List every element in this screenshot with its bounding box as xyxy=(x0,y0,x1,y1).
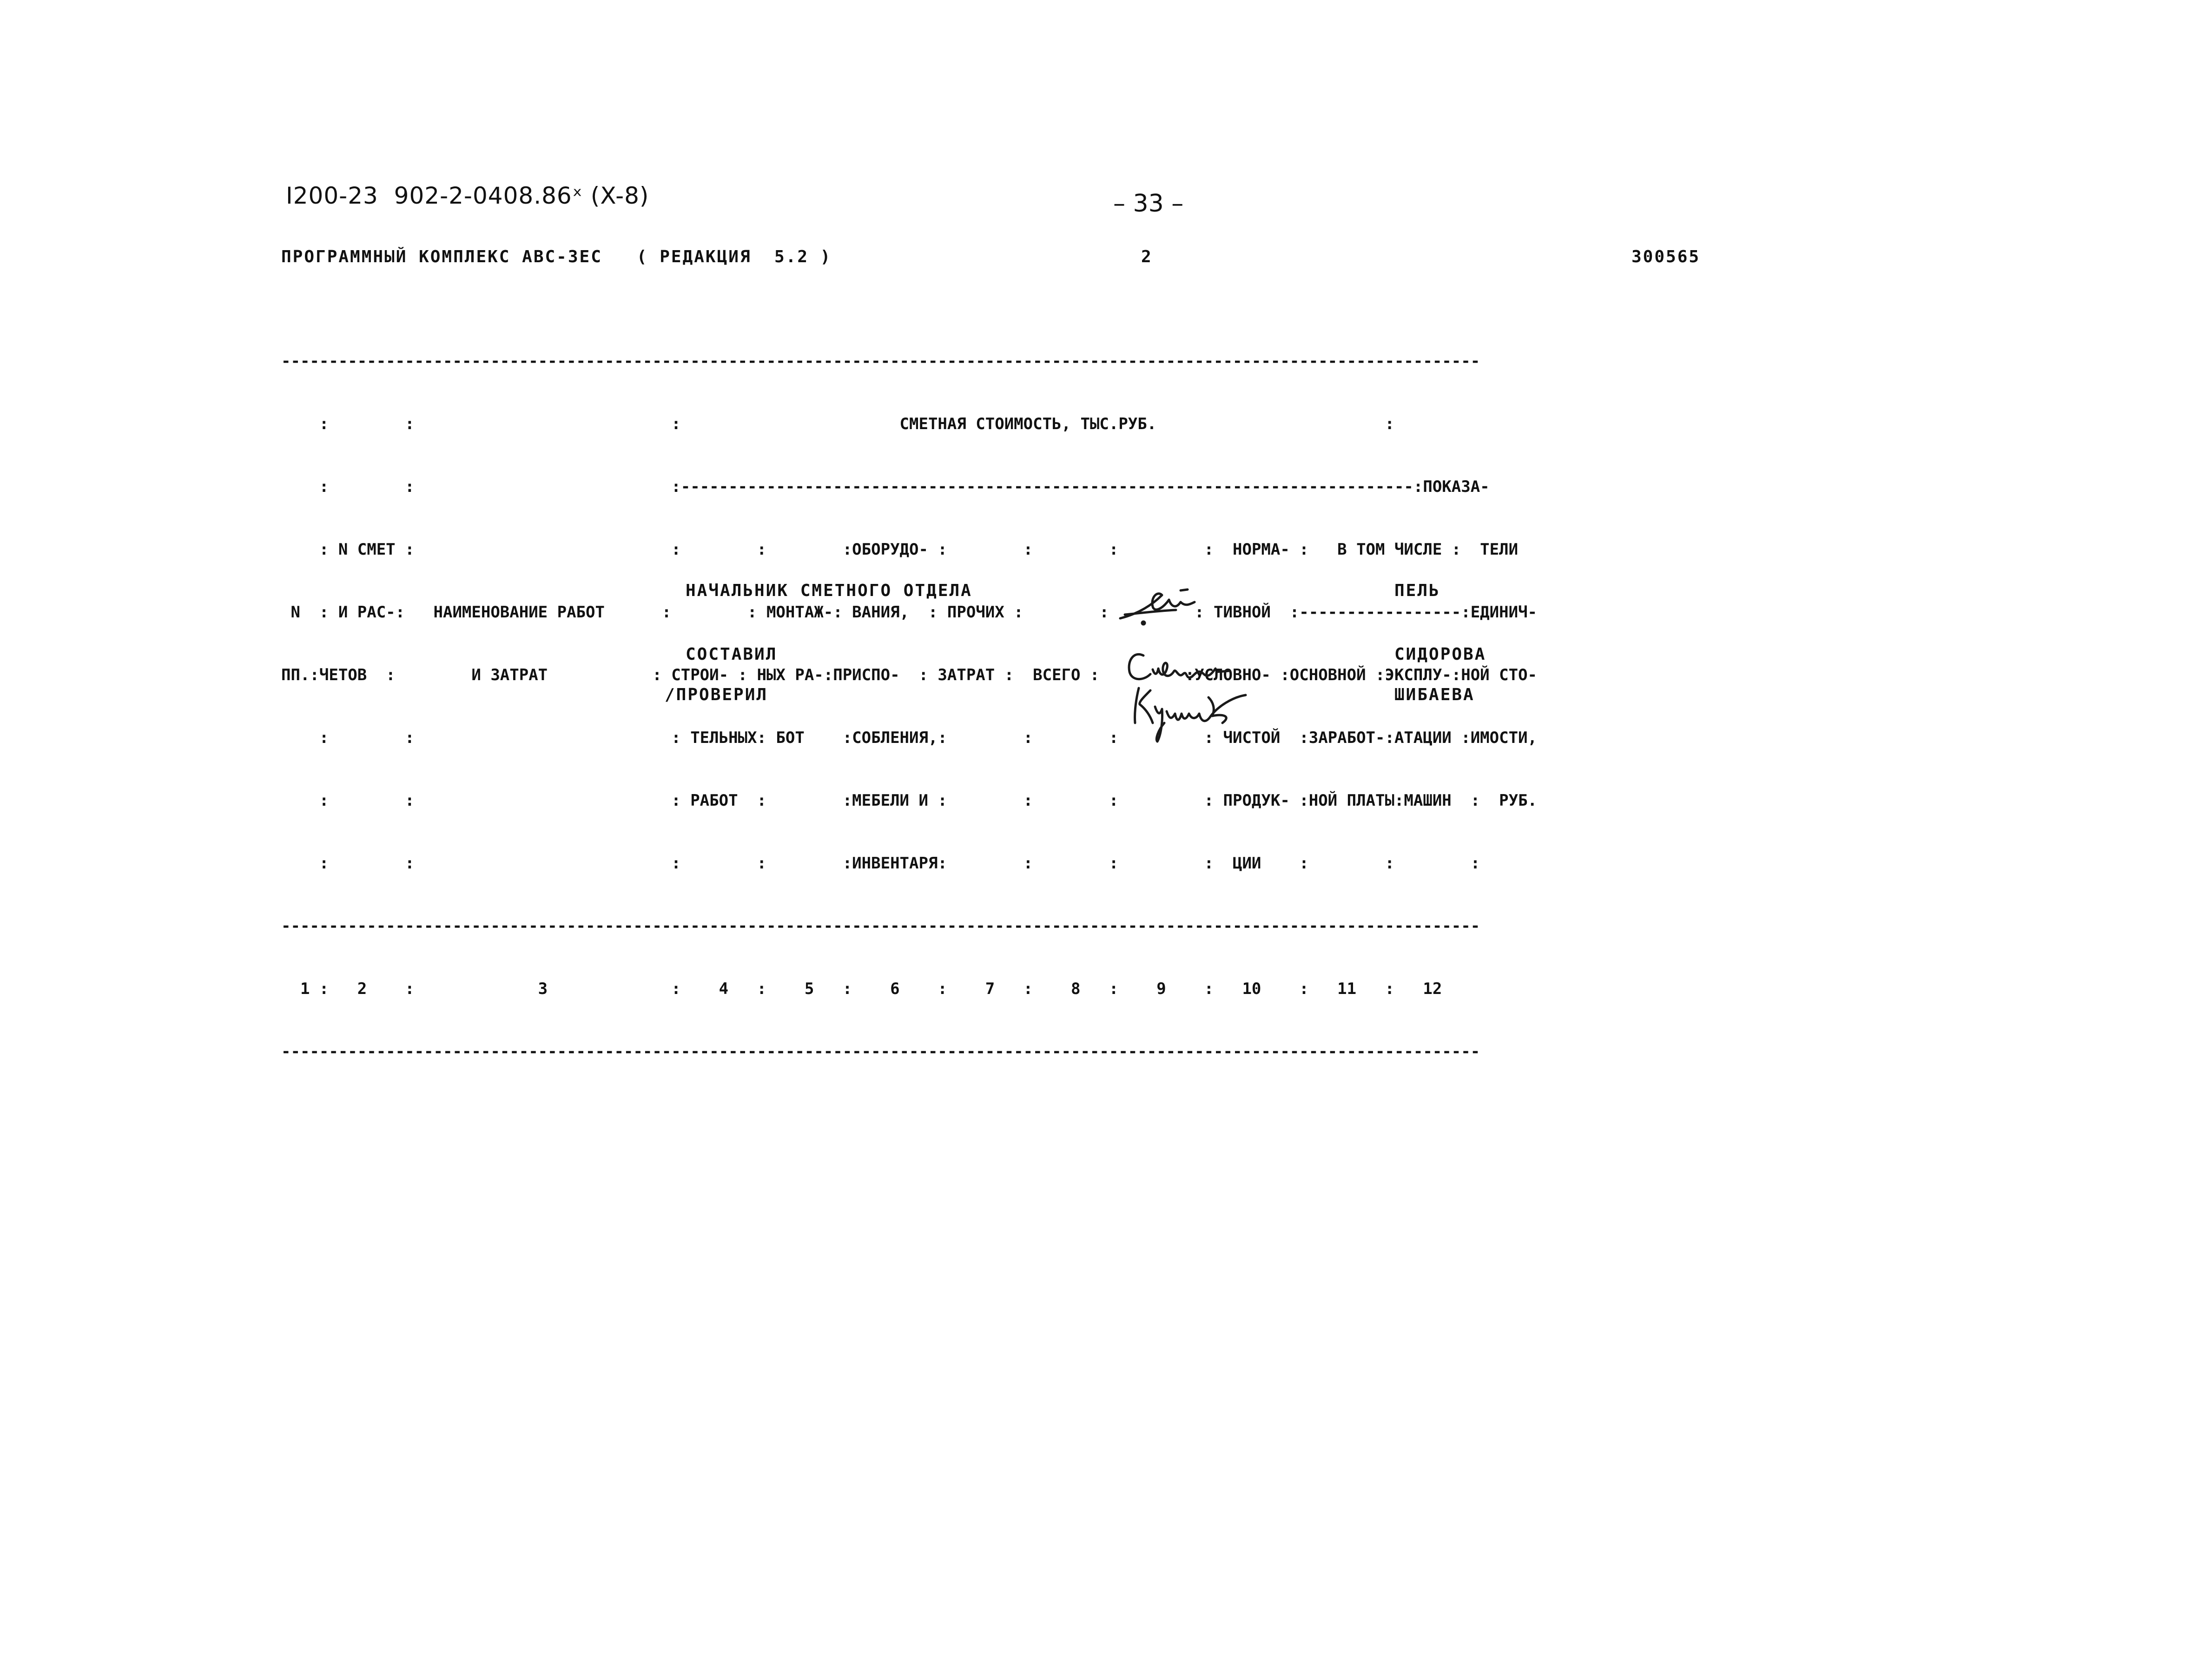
signature-head xyxy=(1120,590,1195,624)
table-header-row: : N СМЕТ : : : :ОБОРУДО- : : : : НОРМА- : В ТОМ ЧИСЛЕ : ТЕЛИ xyxy=(281,540,1519,559)
checked-name: ШИБАЕВА xyxy=(1394,685,1475,704)
table-header-row: : : : : :ИНВЕНТАРЯ: : : : ЦИИ : : : xyxy=(281,854,1480,873)
table-header-row: : : : РАБОТ : :МЕБЕЛИ И : : : : ПРОДУК- :НОЙ ПЛАТЫ:МАШИН : РУБ. xyxy=(281,791,1538,810)
table-header-row: : : : СМЕТНАЯ СТОИМОСТЬ, ТЫС.РУБ. : xyxy=(281,415,1394,433)
checked-by-label: /ПРОВЕРИЛ xyxy=(665,685,768,704)
page-number: – 33 – xyxy=(1113,190,1184,218)
table-rule-bottom: ------------------------------------------------------------------------------------------------------------------------------ xyxy=(281,1042,1480,1061)
document-id: 300565 xyxy=(1631,247,1701,266)
handwritten-signatures xyxy=(1106,563,1325,749)
table-header-row: : : : ТЕЛЬНЫХ: БОТ :СОБЛЕНИЯ,: : : : ЧИСТОЙ :ЗАРАБОТ-:АТАЦИИ :ИМОСТИ, xyxy=(281,729,1538,747)
table-rule-mid: ------------------------------------------------------------------------------------------------------------------------------ xyxy=(281,917,1480,935)
program-line: ПРОГРАММНЫЙ КОМПЛЕКС АВС-3ЕС ( РЕДАКЦИЯ 5.2 ) xyxy=(281,247,832,266)
compiled-by-label: СОСТАВИЛ xyxy=(686,645,778,664)
signature-checked xyxy=(1135,688,1246,742)
head-name: ПЕЛЬ xyxy=(1394,581,1440,600)
table-header-row: ПП.:ЧЕТОВ : И ЗАТРАТ : СТРОИ- : НЫХ РА-:ПРИСПО- : ЗАТРАТ : ВСЕГО : :УСЛОВНО- :ОСНОВНОЙ :ЭКСПЛУ-:НОЙ СТО- xyxy=(281,666,1538,684)
table-rule-top: ------------------------------------------------------------------------------------------------------------------------------ xyxy=(281,352,1480,371)
table-column-numbers: 1 : 2 : 3 : 4 : 5 : 6 : 7 : 8 : 9 : 10 : 11 : 12 xyxy=(281,980,1442,998)
estimate-table xyxy=(281,309,1537,1083)
signature-compiled xyxy=(1129,654,1229,679)
sheet-number: 2 xyxy=(1141,247,1153,266)
table-header-row: N : И РАС-: НАИМЕНОВАНИЕ РАБОТ : : МОНТАЖ-: ВАНИЯ, : ПРОЧИХ : : : ТИВНОЙ :-----------------:ЕДИНИЧ- xyxy=(281,603,1538,622)
table-header-row: : : :-----------------------------------------------------------------------------:ПОКАЗА- xyxy=(281,477,1490,496)
head-of-department-label: НАЧАЛЬНИК СМЕТНОГО ОТДЕЛА xyxy=(686,581,972,600)
document-code: I200-23 902-2-0408.86ˣ (X-8) xyxy=(286,182,649,209)
compiled-name: СИДОРОВА xyxy=(1394,645,1486,664)
